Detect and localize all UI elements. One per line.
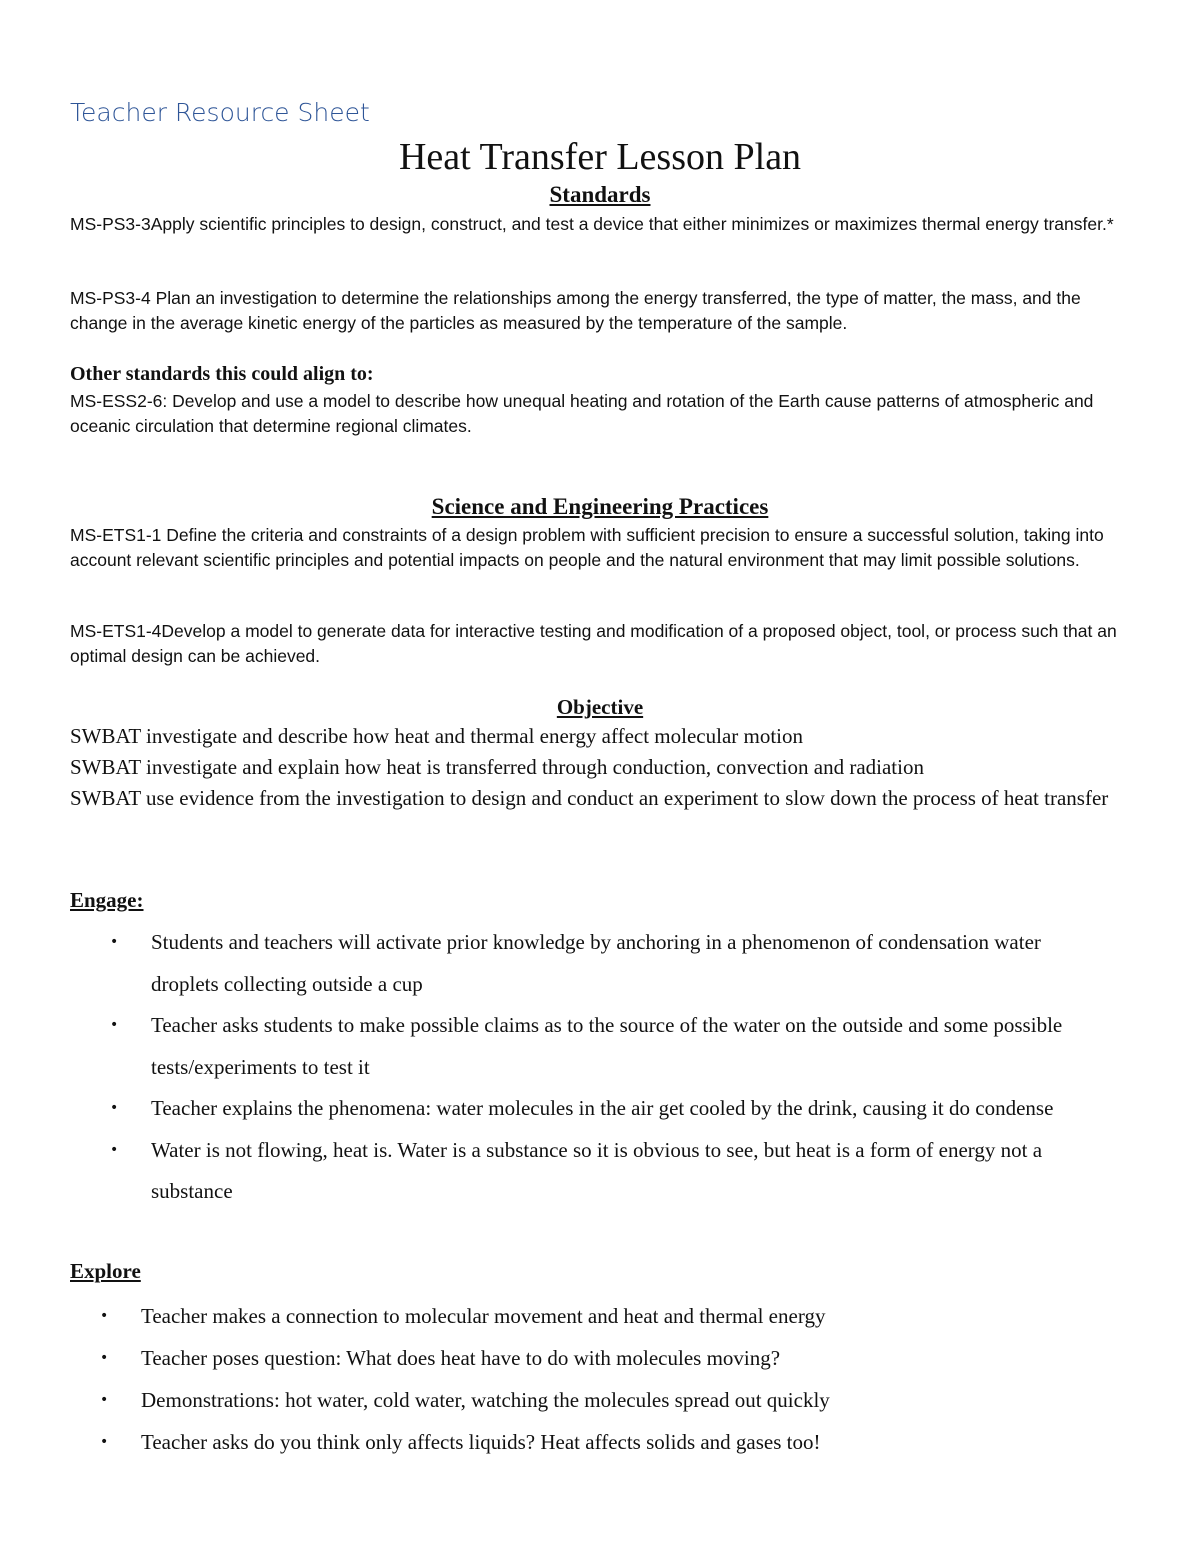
list-item xyxy=(100,1379,1100,1421)
list-item xyxy=(110,1088,1110,1130)
bullet-icon: • xyxy=(100,1434,109,1450)
objective-line: SWBAT use evidence from the investigation to design and conduct an experiment to slow down the process of heat transfer xyxy=(70,786,1109,810)
list-item-text: Teacher explains the phenomena: water molecules in the air get cooled by the drink, causing it do condense xyxy=(151,1096,1054,1120)
list-item xyxy=(100,1337,1100,1379)
standard-item: MS-PS3-3Apply scientific principles to design, construct, and test a device that either minimizes or maximizes thermal energy transfer.* xyxy=(70,214,1114,234)
explore-heading: Explore xyxy=(70,1259,141,1283)
list-item xyxy=(110,1005,1110,1088)
header-label: Teacher Resource Sheet xyxy=(70,98,370,127)
other-standard-item: MS-ESS2-6: Develop and use a model to describe how unequal heating and rotation of the Earth cause patterns of atmospheric and oceanic circulation that determine regional climates. xyxy=(70,391,1094,436)
objective-line: SWBAT investigate and describe how heat and thermal energy affect molecular motion xyxy=(70,724,804,748)
other-standards-heading: Other standards this could align to: xyxy=(70,363,374,385)
practices-heading: Science and Engineering Practices xyxy=(431,494,769,519)
list-item-text: Teacher asks students to make possible claims as to the source of the water on the outside and some possible tests/experiments to test it xyxy=(151,1013,1063,1079)
list-item xyxy=(110,1130,1110,1213)
list-item xyxy=(110,922,1110,1005)
practice-item: MS-ETS1-4Develop a model to generate data for interactive testing and modification of a proposed object, tool, or process such that an optimal design can be achieved. xyxy=(70,621,1117,666)
engage-heading: Engage: xyxy=(70,888,144,912)
standard-item: MS-PS3-4 Plan an investigation to determine the relationships among the energy transferred, the type of matter, the mass, and the change in the average kinetic energy of the particles as measured by the temperature of the sample. xyxy=(70,288,1081,333)
list-item-text: Students and teachers will activate prior knowledge by anchoring in a phenomenon of condensation water droplets collecting outside a cup xyxy=(151,930,1041,996)
standards-heading: Standards xyxy=(549,182,651,207)
bullet-icon: • xyxy=(110,1100,119,1116)
explore-list xyxy=(100,1295,1100,1463)
list-item-text: Water is not flowing, heat is. Water is a substance so it is obvious to see, but heat is a form of energy not a substance xyxy=(151,1137,1043,1203)
engage-list xyxy=(110,922,1110,1213)
bullet-icon: • xyxy=(100,1308,109,1324)
list-item-text: Teacher poses question: What does heat have to do with molecules moving? xyxy=(141,1346,781,1370)
list-item-text: Teacher makes a connection to molecular movement and heat and thermal energy xyxy=(141,1304,826,1328)
list-item xyxy=(100,1295,1100,1337)
objective-line: SWBAT investigate and explain how heat is transferred through conduction, convection and radiation xyxy=(70,755,924,779)
bullet-icon: • xyxy=(100,1350,109,1366)
bullet-icon: • xyxy=(110,1017,119,1033)
objective-heading: Objective xyxy=(556,695,644,719)
bullet-icon: • xyxy=(110,934,119,950)
bullet-icon: • xyxy=(100,1392,109,1408)
list-item-text: Teacher asks do you think only affects liquids? Heat affects solids and gases too! xyxy=(141,1430,821,1454)
bullet-icon: • xyxy=(110,1141,119,1158)
list-item-text: Demonstrations: hot water, cold water, watching the molecules spread out quickly xyxy=(141,1388,830,1412)
page-title: Heat Transfer Lesson Plan xyxy=(398,136,802,178)
practice-item: MS-ETS1-1 Define the criteria and constraints of a design problem with sufficient precision to ensure a successful solution, taking into account relevant scientific principles and potential impacts on people and the natural environment that may limit possible solutions. xyxy=(70,525,1104,570)
list-item xyxy=(100,1421,1100,1463)
